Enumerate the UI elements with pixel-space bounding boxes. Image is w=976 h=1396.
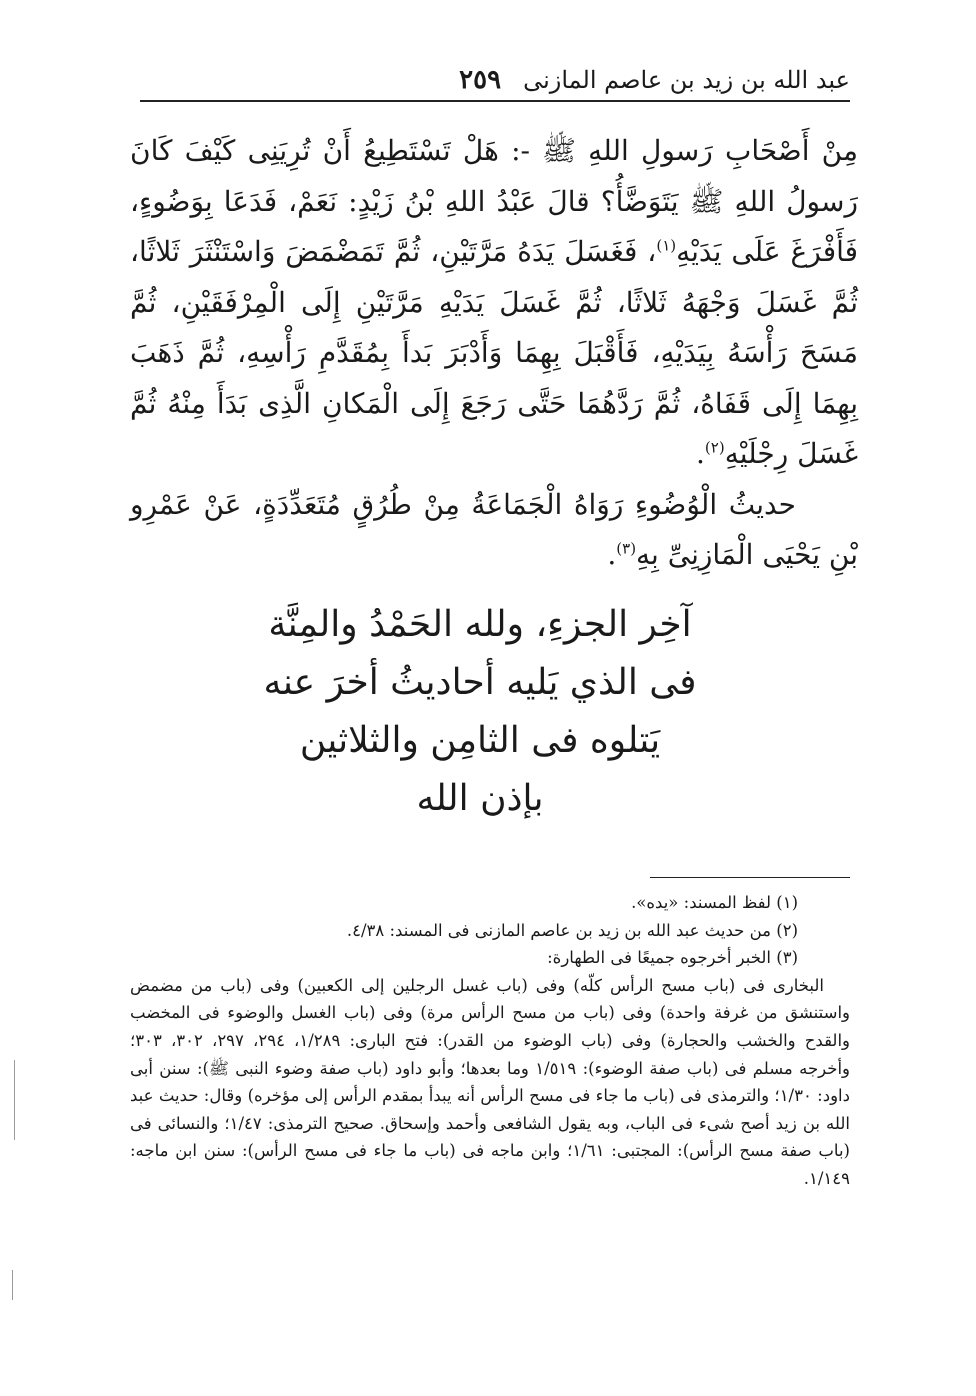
footnote-2: (٢) من حديث عبد الله بن زيد بن عاصم المازنى فى المسند: ٤/٣٨. [346, 920, 798, 940]
footnote-ref-3: (٣) [616, 539, 637, 558]
hadith-text-end: . [696, 437, 705, 470]
colophon-line-1: آخِر الجزءِ، ولله الحَمْدُ والمِنَّة [268, 604, 692, 645]
footnote-1: (١) لفظ المسند: «يده». [631, 893, 798, 912]
page-number: ٢٥٩ [459, 65, 502, 95]
hadith-text-part-2: ، فَغَسَلَ يَدَهُ مَرَّتَيْنِ، ثُمَّ تَمَضْمَضَ وَاسْتَنْثَرَ ثَلاثًا، ثُمَّ غَسَلَ وَجْهَهُ ثَلاثًا، ثُمَّ غَسَلَ يَدَيْهِ مَرَّتَيْنِ إِلَى الْمِرْفَقَيْنِ، ثُمَّ مَسَحَ رَأْسَهُ بِيَدَيْهِ، فَأَقْبَلَ بِهِمَا وَأَدْبَرَ بَدأَ بِمُقَدَّمِ رَأْسِهِ، ثُمَّ ذَهَبَ بِهِمَا إِلَى قَفَاهُ، ثُمَّ رَدَّهُمَا حَتَّى رَجَعَ إِلَى الْمَكانِ الَّذِى بَدَأَ مِنْهُ ثُمَّ غَسَلَ رِجْلَيْهِ [130, 235, 858, 470]
page-header [140, 56, 850, 102]
part-end-colophon [200, 596, 760, 828]
footnotes-section [130, 889, 850, 1193]
scan-margin-mark [14, 1060, 15, 1140]
colophon-line-3: يَتلوه فى الثامِن والثلاثين [299, 720, 661, 761]
footnote-3: (٣) الخبر أخرجوه جميعًا فى الطهارة: [547, 948, 798, 968]
scan-margin-mark [12, 1270, 13, 1300]
hadith-text-part-1: مِنْ أَصْحَابِ رَسولِ اللهِ ﷺ -: هَلْ تَسْتَطِيعُ أَنْ تُرِيَنِى كَيْفَ كَانَ رَسولُ اللهِ ﷺ يَتَوَضَّأُ؟ قالَ عَبْدُ اللهِ بْنُ زَيْدٍ: نَعَمْ، فَدَعَا بِوَضُوءٍ، فَأَفْرَغَ عَلَى يَدَيْهِ [130, 134, 859, 268]
takhrij-text-end: . [607, 538, 617, 571]
takhrij-text: حديثُ الْوُضُوءِ رَوَاهُ الْجَمَاعَةُ مِنْ طُرُقٍ مُتَعَدِّدَةٍ، عَنْ عَمْرِو بْنِ يَحْيَى الْمَازِنِىِّ بِهِ [130, 487, 858, 571]
footnote-ref-2: (٢) [704, 438, 725, 457]
footnote-divider [650, 877, 850, 878]
hadith-paragraph [130, 126, 858, 480]
colophon-line-2: فى الذي يَليه أحاديثُ أخرَ عنه [263, 662, 697, 703]
footnote-ref-1: (١) [656, 236, 677, 255]
main-text-body [130, 126, 858, 581]
running-title: عبد الله بن زيد بن عاصم المازنى [523, 66, 850, 94]
colophon-line-4: بإذن الله [416, 778, 544, 819]
footnote-3-body: البخارى فى (باب مسح الرأس كلّه) وفى (باب غسل الرجلين إلى الكعبين) وفى (باب من مضمض واستنشق من غرفة واحدة) وفى (باب من مسح الرأس مرة) وفى (باب الغسل والوضوء فى المخضب والقدح والخشب والحجارة) وفى (باب الوضوء من القدر): فتح البارى: ١/٢٨٩، ٢٩٤، ٢٩٧، ٣٠٢، ٣٠٣؛ وأخرجه مسلم فى (باب صفة الوضوء): ١/٥١٩ وما بعدها؛ وأبو داود (باب صفة وضوء النبى ﷺ): سنن أبى داود: ١/٣٠؛ والترمذى فى (باب ما جاء فى مسح الرأس أنه يبدأ بمقدم الرأس إلى مؤخره) وقال: حديث عبد الله بن زيد أصح شىء فى الباب، وبه يقول الشافعى وأحمد وإسحاق. صحيح الترمذى: ١/٤٧؛ والنسائى فى (باب صفة مسح الرأس): المجتبى: ١/٦١؛ وابن ماجه فى (باب ما جاء فى مسح الرأس): سنن ابن ماجه: ١/١٤٩. [130, 975, 850, 1188]
takhrij-paragraph [130, 480, 858, 581]
